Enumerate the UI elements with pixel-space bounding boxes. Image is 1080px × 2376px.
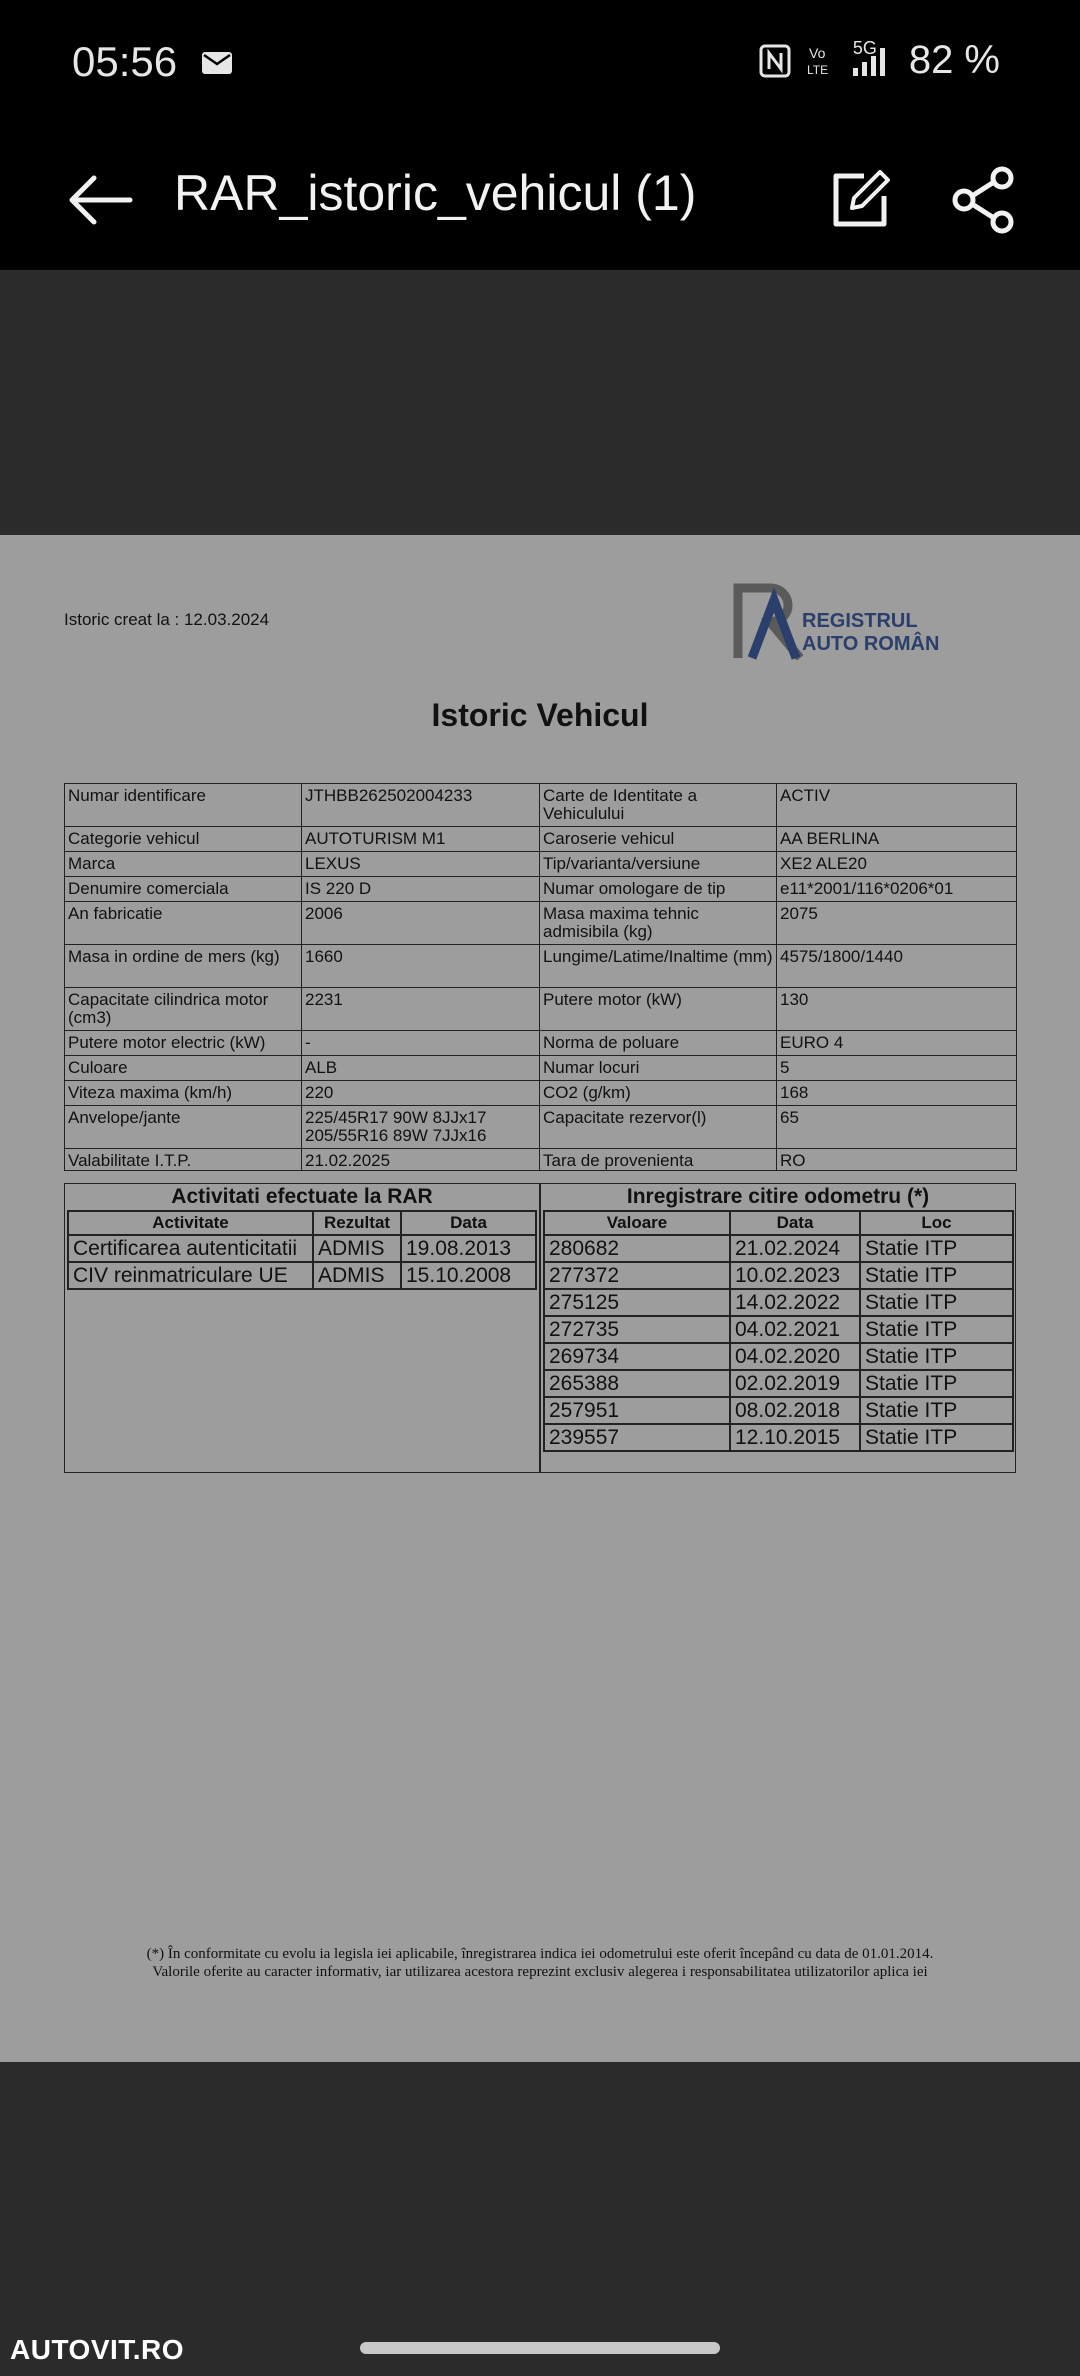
column-header: Activitate — [68, 1211, 313, 1235]
mail-icon — [202, 52, 232, 74]
odometer-table — [543, 1210, 1014, 1452]
signal-icon — [849, 37, 893, 78]
logo-line-1: REGISTRUL — [802, 610, 918, 632]
field-value: JTHBB262502004233 — [302, 784, 540, 827]
field-value: 2231 — [302, 988, 540, 1031]
vehicle-row — [65, 1106, 1017, 1149]
table-cell: 239557 — [544, 1424, 730, 1451]
vehicle-row — [65, 1031, 1017, 1056]
table-cell: 10.02.2023 — [730, 1262, 860, 1289]
table-cell: 257951 — [544, 1397, 730, 1424]
table-row — [544, 1235, 1013, 1262]
rar-logo-icon — [730, 580, 810, 660]
table-cell: 14.02.2022 — [730, 1289, 860, 1316]
field-label: Norma de poluare — [540, 1031, 777, 1056]
table-row — [544, 1262, 1013, 1289]
field-value: 5 — [777, 1056, 1017, 1081]
vehicle-row — [65, 988, 1017, 1031]
field-label: An fabricatie — [65, 902, 302, 945]
field-label: Culoare — [65, 1056, 302, 1081]
field-value: 21.02.2025 — [302, 1149, 540, 1171]
vehicle-row — [65, 827, 1017, 852]
table-row — [544, 1424, 1013, 1451]
vehicle-details-table — [64, 783, 1017, 1171]
table-cell: 15.10.2008 — [401, 1262, 536, 1289]
field-value: XE2 ALE20 — [777, 852, 1017, 877]
table-row — [68, 1235, 536, 1262]
table-cell: 272735 — [544, 1316, 730, 1343]
field-value: 225/45R17 90W 8JJx17 205/55R16 89W 7JJx16 — [302, 1106, 540, 1149]
vehicle-row — [65, 852, 1017, 877]
table-cell: 19.08.2013 — [401, 1235, 536, 1262]
table-row — [544, 1289, 1013, 1316]
rar-activities-section — [64, 1183, 540, 1473]
vehicle-row — [65, 1081, 1017, 1106]
field-value: AA BERLINA — [777, 827, 1017, 852]
field-value: IS 220 D — [302, 877, 540, 902]
table-cell: CIV reinmatriculare UE — [68, 1262, 313, 1289]
table-cell: 280682 — [544, 1235, 730, 1262]
table-cell: 04.02.2020 — [730, 1343, 860, 1370]
field-value: AUTOTURISM M1 — [302, 827, 540, 852]
field-label: Numar identificare — [65, 784, 302, 827]
table-row — [544, 1343, 1013, 1370]
status-time: 05:56 — [72, 38, 178, 85]
home-indicator[interactable] — [360, 2342, 720, 2354]
table-cell: Statie ITP — [860, 1289, 1013, 1316]
field-value: RO — [777, 1149, 1017, 1171]
created-date: Istoric creat la : 12.03.2024 — [64, 610, 270, 629]
table-row — [68, 1262, 536, 1289]
table-cell: ADMIS — [313, 1235, 401, 1262]
odometer-section — [540, 1183, 1016, 1473]
footnote — [0, 1945, 1080, 1981]
table-cell: ADMIS — [313, 1262, 401, 1289]
activities-table — [67, 1210, 537, 1290]
table-cell: Statie ITP — [860, 1343, 1013, 1370]
field-label: Valabilitate I.T.P. — [65, 1149, 302, 1171]
vehicle-row — [65, 784, 1017, 827]
field-value: 65 — [777, 1106, 1017, 1149]
rar-logo — [730, 580, 960, 670]
field-label: Masa in ordine de mers (kg) — [65, 945, 302, 988]
column-header: Data — [401, 1211, 536, 1235]
vehicle-row — [65, 902, 1017, 945]
field-value: EURO 4 — [777, 1031, 1017, 1056]
vehicle-row — [65, 945, 1017, 988]
field-value: 2075 — [777, 902, 1017, 945]
field-value: 1660 — [302, 945, 540, 988]
volte-icon — [807, 44, 833, 78]
field-label: Masa maxima tehnic admisibila (kg) — [540, 902, 777, 945]
field-label: Putere motor electric (kW) — [65, 1031, 302, 1056]
svg-text:Vo: Vo — [808, 44, 826, 61]
field-label: Numar locuri — [540, 1056, 777, 1081]
field-label: Lungime/Latime/Inaltime (mm) — [540, 945, 777, 988]
table-cell: 08.02.2018 — [730, 1397, 860, 1424]
table-cell: 275125 — [544, 1289, 730, 1316]
table-row — [544, 1316, 1013, 1343]
battery-percent: 82 % — [908, 38, 1000, 82]
field-label: CO2 (g/km) — [540, 1081, 777, 1106]
field-value: 2006 — [302, 902, 540, 945]
vehicle-row — [65, 1056, 1017, 1081]
table-cell: Statie ITP — [860, 1262, 1013, 1289]
field-label: Viteza maxima (km/h) — [65, 1081, 302, 1106]
document-title: RAR_istoric_vehicul (1) — [174, 165, 697, 221]
field-label: Caroserie vehicul — [540, 827, 777, 852]
field-value: 4575/1800/1440 — [777, 945, 1017, 988]
field-label: Capacitate cilindrica motor (cm3) — [65, 988, 302, 1031]
activities-title: Activitati efectuate la RAR — [171, 1185, 433, 1208]
status-indicators — [759, 38, 1000, 83]
field-label: Categorie vehicul — [65, 827, 302, 852]
field-value: 168 — [777, 1081, 1017, 1106]
table-cell: 04.02.2021 — [730, 1316, 860, 1343]
table-cell: Statie ITP — [860, 1316, 1013, 1343]
field-label: Tip/varianta/versiune — [540, 852, 777, 877]
field-value: - — [302, 1031, 540, 1056]
column-header: Rezultat — [313, 1211, 401, 1235]
table-cell: 02.02.2019 — [730, 1370, 860, 1397]
autovit-watermark: AUTOVIT.RO — [10, 2334, 185, 2365]
field-label: Denumire comerciala — [65, 877, 302, 902]
arrow-left-icon[interactable] — [60, 160, 140, 240]
table-row — [544, 1397, 1013, 1424]
field-label: Marca — [65, 852, 302, 877]
svg-text:LTE: LTE — [806, 62, 828, 77]
table-cell: 277372 — [544, 1262, 730, 1289]
table-cell: Statie ITP — [860, 1235, 1013, 1262]
network-type: 5G — [852, 37, 877, 58]
field-value: LEXUS — [302, 852, 540, 877]
field-value: 130 — [777, 988, 1017, 1031]
table-cell: Certificarea autenticitatii — [68, 1235, 313, 1262]
table-cell: 265388 — [544, 1370, 730, 1397]
table-cell: 21.02.2024 — [730, 1235, 860, 1262]
column-header: Loc — [860, 1211, 1013, 1235]
field-label: Carte de Identitate a Vehiculului — [540, 784, 777, 827]
edit-icon[interactable] — [824, 164, 896, 236]
table-cell: 269734 — [544, 1343, 730, 1370]
footnote-line-2: Valorile oferite au caracter informativ, iar utilizarea acestora reprezint exclusiv alegerea i responsabilitatea utilizatorilor aplica iei — [152, 1964, 928, 1980]
field-value: ALB — [302, 1056, 540, 1081]
field-label: Putere motor (kW) — [540, 988, 777, 1031]
field-value: ACTIV — [777, 784, 1017, 827]
field-label: Capacitate rezervor(l) — [540, 1106, 777, 1149]
vehicle-row — [65, 877, 1017, 902]
table-cell: 12.10.2015 — [730, 1424, 860, 1451]
field-value: e11*2001/116*0206*01 — [777, 877, 1017, 902]
status-bar — [0, 0, 1080, 130]
logo-line-2: AUTO ROMÂN — [802, 633, 940, 655]
table-cell: Statie ITP — [860, 1424, 1013, 1451]
table-cell: Statie ITP — [860, 1397, 1013, 1424]
vehicle-row — [65, 1149, 1017, 1171]
column-header: Valoare — [544, 1211, 730, 1235]
field-label: Numar omologare de tip — [540, 877, 777, 902]
field-label: Tara de provenienta — [540, 1149, 777, 1171]
nfc-icon — [759, 44, 791, 78]
table-row — [544, 1370, 1013, 1397]
table-cell: Statie ITP — [860, 1370, 1013, 1397]
share-icon[interactable] — [948, 164, 1020, 236]
field-value: 220 — [302, 1081, 540, 1106]
odometer-title: Inregistrare citire odometru (*) — [626, 1185, 930, 1208]
field-label: Anvelope/jante — [65, 1106, 302, 1149]
footnote-line-1: (*) În conformitate cu evolu ia legisla iei aplicabile, înregistrarea indica iei odometrului este oferit începând cu data de 01.01.2014. — [146, 1946, 934, 1962]
app-bar — [0, 130, 1080, 270]
column-header: Data — [730, 1211, 860, 1235]
history-title: Istoric Vehicul — [431, 697, 649, 733]
document-page[interactable] — [0, 535, 1080, 2062]
